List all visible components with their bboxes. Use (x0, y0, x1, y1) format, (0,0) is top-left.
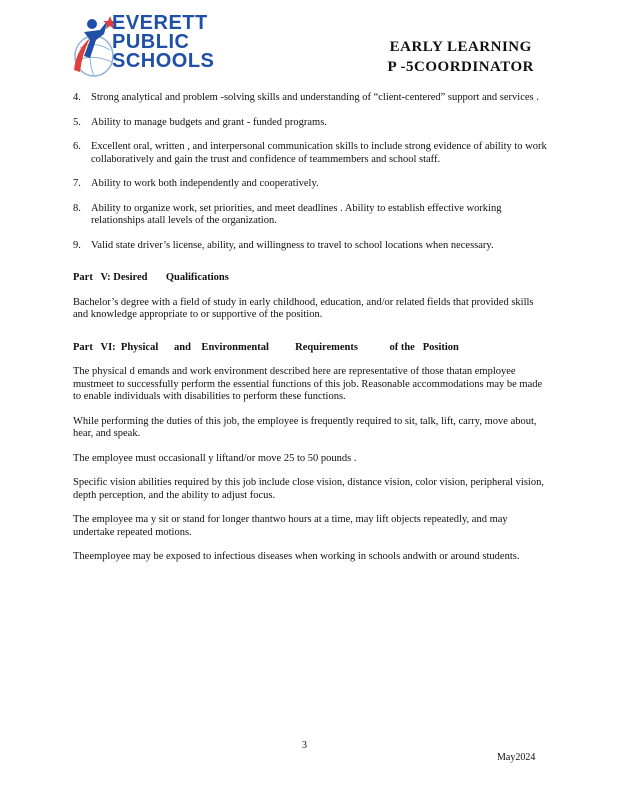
part6-paragraph: The employee must occasionall y liftand/or move 25 to 50 pounds . (73, 452, 357, 464)
logo-line-1: EVERETT (112, 12, 208, 34)
title-line-2: P -5COORDINATOR (387, 59, 534, 75)
part6-heading: Part VI: Physical and Environmental Requirements of the Position (73, 341, 459, 353)
list-item (73, 92, 548, 105)
title-line-1: EARLY LEARNING (389, 39, 532, 55)
list-item (73, 240, 548, 253)
district-logo (70, 10, 240, 80)
document-title (387, 37, 534, 77)
logo-wordmark (112, 14, 214, 71)
list-item (73, 203, 548, 228)
logo-line-2: PUBLIC (112, 31, 190, 53)
list-item (73, 178, 548, 191)
list-item-number: 8. (73, 202, 81, 214)
list-item-text: Valid state driver’s license, ability, and willingness to travel to school locations when necessary. (91, 239, 494, 251)
part6-paragraph: Theemployee may be exposed to infectious diseases when working in schools andwith or around students. (73, 551, 520, 562)
list-item-text: Ability to manage budgets and grant - funded programs. (91, 116, 327, 128)
list-item-text: Ability to work both independently and cooperatively. (91, 178, 319, 189)
part6-paragraphs (73, 366, 548, 564)
part5-text: Bachelor’s degree with a field of study in early childhood, education, and/or related fields that provided skills and knowledge appropriate to or supportive of the position. (73, 296, 534, 320)
list-item (73, 141, 548, 166)
list-item-number: 4. (73, 92, 81, 103)
part6-paragraph: Specific vision abilities required by this job include close vision, distance vision, color vision, peripheral vision, depth perception, and the ability to adjust focus. (73, 477, 544, 501)
revision-date: May2024 (497, 752, 536, 763)
list-item-number: 7. (73, 178, 81, 189)
part6-paragraph: The physical d emands and work environment described here are representative of those thatan employee mustmeet to successfully perform the essential functions of this job. Reasonable accommodations may be made to enable individuals with disabilities to perform these functions. (73, 366, 543, 402)
logo-emblem-icon (70, 10, 116, 80)
qualifications-list (73, 92, 548, 252)
part6-paragraph: The employee ma y sit or stand for longer thantwo hours at a time, may lift objects repeatedly, and may undertake repeated motions. (73, 514, 508, 538)
document-body (73, 92, 548, 576)
list-item-text: Excellent oral, written , and interpersonal communication skills to include strong evidence of ability to work collaboratively and gain the trust and confidence of teammembers and school staff. (91, 141, 547, 165)
list-item-number: 6. (73, 141, 81, 152)
list-item-number: 5. (73, 116, 81, 128)
list-item-text: Strong analytical and problem -solving skills and understanding of “client-centered” support and services . (91, 92, 539, 103)
page-number: 3 (302, 740, 307, 751)
part6-paragraph: While performing the duties of this job, the employee is frequently required to sit, talk, lift, carry, move about, hear, and speak. (73, 415, 537, 439)
logo-line-3: SCHOOLS (112, 50, 215, 72)
list-item-number: 9. (73, 239, 81, 251)
list-item (73, 117, 548, 130)
list-item-text: Ability to organize work, set priorities, and meet deadlines . Ability to establish effective working relationships atall levels of the organization. (91, 202, 502, 226)
part5-heading: Part V: Desired Qualifications (73, 272, 229, 283)
